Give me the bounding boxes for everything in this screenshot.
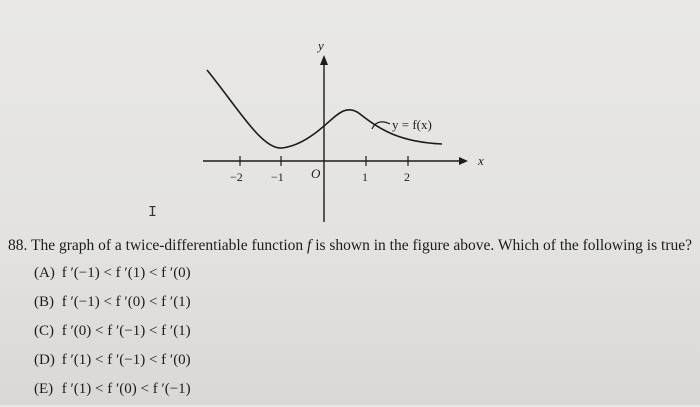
choice-letter: (B) <box>34 294 54 310</box>
x-axis-label: x <box>478 153 484 168</box>
choice-c[interactable] <box>34 320 191 349</box>
choice-letter: (E) <box>34 381 54 397</box>
function-symbol: f <box>307 237 312 254</box>
choice-expression: f ′(−1) < f ′(0) < f ′(1) <box>61 294 191 310</box>
choice-expression: f ′(1) < f ′(0) < f ′(−1) <box>61 381 191 397</box>
choice-expression: f ′(1) < f ′(−1) < f ′(0) <box>61 352 191 368</box>
x-axis-arrow-icon <box>459 157 468 165</box>
answer-choices <box>34 262 191 407</box>
x-tick-label: −2 <box>230 170 243 184</box>
y-axis-label: y <box>318 38 324 53</box>
choice-a[interactable] <box>34 262 191 291</box>
question-stem-end: is shown in the figure above. Which of the following is true? <box>315 237 692 254</box>
choice-expression: f ′(0) < f ′(−1) < f ′(1) <box>61 323 191 339</box>
choice-d[interactable] <box>34 349 191 378</box>
text-cursor-icon: I <box>148 204 158 221</box>
choice-b[interactable] <box>34 291 191 320</box>
question-number: 88. <box>8 237 28 254</box>
origin-label: O <box>311 166 321 181</box>
question-stem-start: The graph of a twice-differentiable function <box>30 237 304 254</box>
choice-letter: (D) <box>34 352 55 368</box>
choice-e[interactable] <box>34 378 191 407</box>
choice-letter: (C) <box>34 323 54 339</box>
x-tick-label: 1 <box>362 170 368 184</box>
x-tick-label: −1 <box>271 170 284 184</box>
curve-label: y = f(x) <box>392 117 432 132</box>
x-tick-label: 2 <box>404 170 410 184</box>
y-axis-arrow-icon <box>320 55 328 65</box>
choice-expression: f ′(−1) < f ′(1) < f ′(0) <box>61 265 191 281</box>
question-text <box>8 237 692 255</box>
choice-letter: (A) <box>34 265 55 281</box>
